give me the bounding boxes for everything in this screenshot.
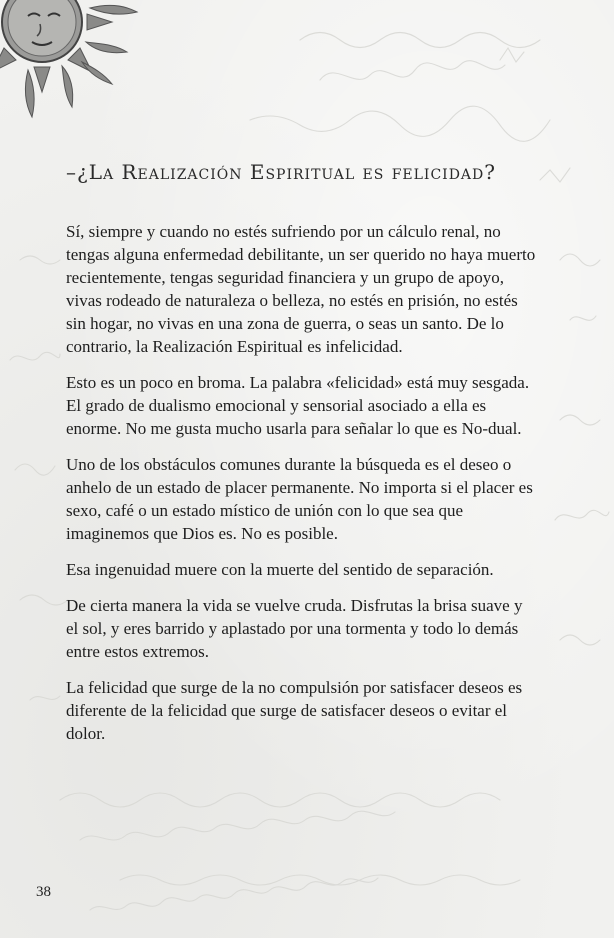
paragraph: Esto es un poco en broma. La palabra «felicidad» está muy sesgada. El grado de dualismo emocional y sensorial asociado a ella es enorme. No me gusta mucho usarla para señalar lo que es No-dual.: [66, 373, 530, 438]
body-text: [66, 220, 536, 758]
page-number: 38: [36, 884, 51, 900]
paragraph: Sí, siempre y cuando no estés sufriendo por un cálculo renal, no tengas alguna enfermedad debilitante, un ser querido no haya muerto recientemente, tengas seguridad financiera y un grupo de apoyo, vivas rodeado de naturaleza o belleza, no estés en prisión, no estés sin hogar, no vivas en una zona de guerra, o seas un santo. De lo contrario, la Realización Espiritual es infelicidad.: [66, 222, 536, 356]
section-heading: –¿La Realización Espiritual es felicidad?: [66, 160, 496, 184]
paragraph: La felicidad que surge de la no compulsión por satisfacer deseos es diferente de la felicidad que surge de satisfacer deseos o evitar el dolor.: [66, 678, 523, 743]
sun-ornament-icon: [0, 0, 150, 130]
paragraph: De cierta manera la vida se vuelve cruda. Disfrutas la brisa suave y el sol, y eres barrido y aplastado por una tormenta y todo lo demás entre estos extremos.: [66, 596, 523, 661]
paragraph: Esa ingenuidad muere con la muerte del sentido de separación.: [66, 560, 494, 579]
paragraph: Uno de los obstáculos comunes durante la búsqueda es el deseo o anhelo de un estado de placer permanente. No importa si el placer es sexo, café o un estado místico de unión con lo que sea que imaginemos que Dios es. No es posible.: [66, 455, 533, 543]
